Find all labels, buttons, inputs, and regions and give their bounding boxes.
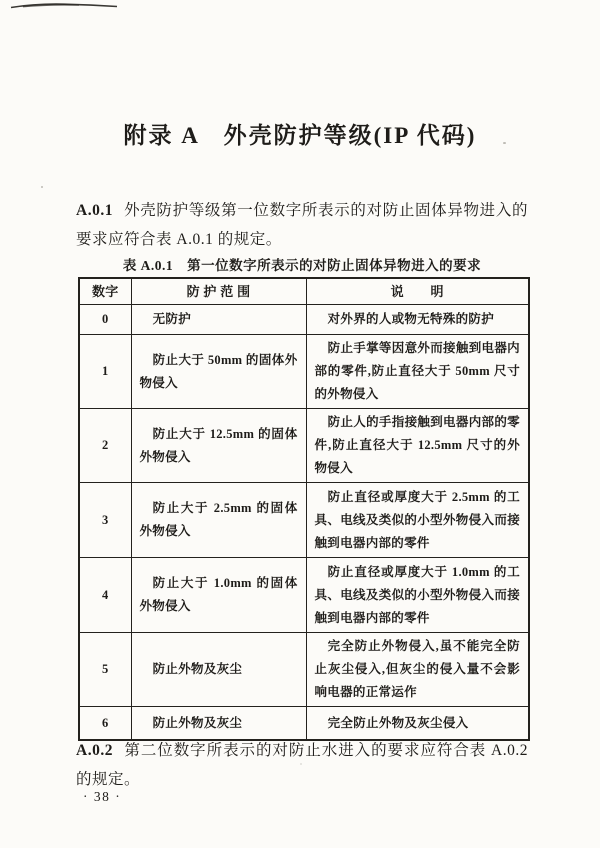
clause-a01-text: 外壳防护等级第一位数字所表示的对防止固体异物进入的要求应符合表 A.0.1 的规定。 xyxy=(76,202,528,248)
desc-cell: 防止直径或厚度大于 1.0mm 的工具、电线及类似的小型外物侵入而接触到电器内部的零件 xyxy=(306,558,529,633)
scope-cell: 防止外物及灰尘 xyxy=(131,633,306,707)
clause-a02-label: A.0.2 xyxy=(76,742,113,759)
desc-cell: 完全防止外物侵入,虽不能完全防止灰尘侵入,但灰尘的侵入量不会影响电器的正常运作 xyxy=(306,633,529,707)
page-title: 附录 A 外壳防护等级(IP 代码) xyxy=(123,123,477,148)
table-row xyxy=(79,305,529,335)
table-row xyxy=(79,335,529,409)
header-digit: 数字 xyxy=(79,278,131,305)
desc-cell: 防止手掌等因意外而接触到电器内部的零件,防止直径大于 50mm 尺寸的外物侵入 xyxy=(306,335,529,409)
digit-cell: 6 xyxy=(79,707,131,741)
table-row xyxy=(79,483,529,558)
desc-cell: 完全防止外物及灰尘侵入 xyxy=(306,707,529,741)
header-scope: 防 护 范 围 xyxy=(131,278,306,305)
table-caption: 表 A.0.1 第一位数字所表示的对防止固体异物进入的要求 xyxy=(122,258,482,273)
digit-cell: 4 xyxy=(79,558,131,633)
table-row xyxy=(79,633,529,707)
desc-cell: 防止直径或厚度大于 2.5mm 的工具、电线及类似的小型外物侵入而接触到电器内部的零件 xyxy=(306,483,529,558)
desc-cell: 防止人的手指接触到电器内部的零件,防止直径大于 12.5mm 尺寸的外物侵入 xyxy=(306,409,529,483)
digit-cell: 2 xyxy=(79,409,131,483)
scope-cell: 防止大于 1.0mm 的固体外物侵入 xyxy=(131,558,306,633)
scope-cell: 防止外物及灰尘 xyxy=(131,707,306,741)
table-row xyxy=(79,707,529,741)
digit-cell: 3 xyxy=(79,483,131,558)
ip-protection-table xyxy=(78,277,530,741)
header-desc: 说 明 xyxy=(306,278,529,305)
table-header-row xyxy=(79,278,529,305)
digit-cell: 1 xyxy=(79,335,131,409)
clause-a02 xyxy=(76,736,528,794)
scope-cell: 防止大于 12.5mm 的固体外物侵入 xyxy=(131,409,306,483)
clause-a01 xyxy=(76,196,528,254)
page-number: · 38 · xyxy=(83,789,122,804)
digit-cell: 0 xyxy=(79,305,131,335)
table-row xyxy=(79,558,529,633)
clause-a02-text: 第二位数字所表示的对防止水进入的要求应符合表 A.0.2 的规定。 xyxy=(76,742,528,788)
table-row xyxy=(79,409,529,483)
scope-cell: 无防护 xyxy=(131,305,306,335)
digit-cell: 5 xyxy=(79,633,131,707)
clause-a01-label: A.0.1 xyxy=(76,202,113,219)
scope-cell: 防止大于 50mm 的固体外物侵入 xyxy=(131,335,306,409)
scan-scratch-mark xyxy=(9,1,119,11)
scope-cell: 防止大于 2.5mm 的固体外物侵入 xyxy=(131,483,306,558)
desc-cell: 对外界的人或物无特殊的防护 xyxy=(306,305,529,335)
scan-speck xyxy=(41,186,43,188)
